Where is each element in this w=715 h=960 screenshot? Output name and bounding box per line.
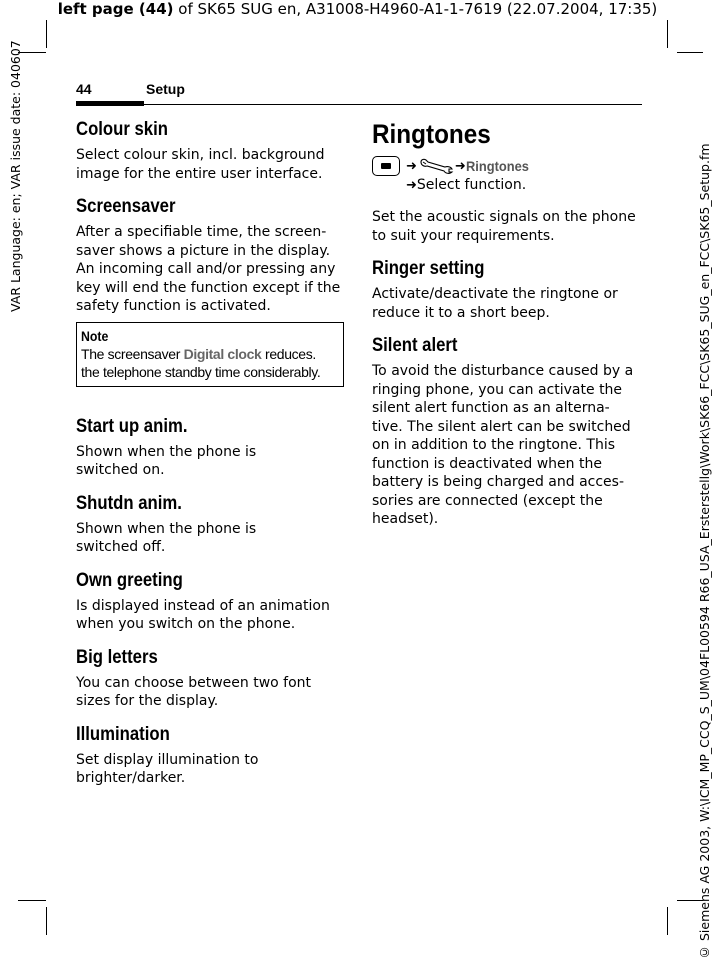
note-text (81, 345, 339, 381)
crop-mark (46, 20, 47, 48)
menu-path (372, 152, 636, 194)
menu-key-icon (372, 156, 400, 176)
document-header (0, 0, 715, 18)
note-title: Note (81, 327, 109, 344)
section-text: Select colour skin, incl. background image for the entire user interface. (76, 147, 325, 182)
menu-path-step (406, 176, 526, 194)
section-ringer-setting (372, 257, 636, 322)
page-section-title: Setup (146, 81, 185, 97)
document-header-page: left page (44) (57, 0, 174, 18)
section-heading: Illumination (76, 723, 170, 745)
section-text: Is displayed instead of an animation when you switch on the phone. (76, 597, 330, 632)
section-shutdn-anim (76, 492, 344, 557)
crop-mark (18, 900, 46, 901)
section-heading: Start up anim. (76, 415, 188, 437)
section-text: Shown when the phone is switched off. (76, 520, 257, 555)
right-column (372, 118, 636, 541)
section-heading: Colour skin (76, 119, 168, 140)
margin-file-path: © Siemens AG 2003, W:\ICM_MP_CCQ_S_UM\04FL00594 R66_USA_Ersterstellg\Work\SK66_FCC\SK65_SUG_en_FCC\SK65_Setup.fm (697, 143, 712, 960)
section-illumination (76, 723, 344, 788)
section-heading: Shutdn anim. (76, 492, 182, 514)
crop-mark (667, 907, 668, 935)
section-text: Shown when the phone is switched on. (76, 443, 257, 478)
note-text-part: The screensaver (81, 345, 184, 362)
section-text: Activate/deactivate the ringtone or reduce it to a short beep. (372, 286, 618, 321)
page-number-bar (76, 101, 144, 106)
section-text: After a specifiable time, the screen-saver shows a picture in the display. An incoming call and/or pressing any key will end the function except if the safety function is activated. (76, 224, 341, 314)
select-function-text: Select function. (416, 177, 527, 193)
menu-path-line (406, 156, 534, 176)
section-heading: Big letters (76, 646, 158, 668)
note-text-line2: the telephone standby time considerably. (81, 363, 321, 380)
note-highlight-digital-clock: Digital clock (183, 345, 262, 362)
menu-item-ringtones: Ringtones (465, 158, 529, 174)
page-number: 44 (76, 81, 92, 97)
section-heading: Screensaver (76, 196, 176, 217)
margin-language-info: VAR Language: en; VAR issue date: 040607 (8, 40, 23, 312)
arrow-right-icon: ➜ (454, 158, 466, 174)
arrow-right-icon: ➜ (406, 177, 417, 193)
left-column (76, 118, 344, 800)
header-rule (144, 104, 642, 105)
section-start-up-anim (76, 415, 344, 480)
crop-mark (677, 52, 703, 53)
note-box (76, 322, 344, 387)
wrench-icon (418, 158, 454, 174)
section-text: You can choose between two font sizes for the display. (76, 674, 312, 709)
section-screensaver (76, 195, 344, 316)
section-heading: Own greeting (76, 569, 183, 591)
section-heading: Silent alert (372, 335, 458, 356)
section-text: To avoid the disturbance caused by a ringing phone, you can activate the silent alert function as an alterna-tive. The silent alert can be switched on in addition to the ringtone. This function is deactivated when the battery is being charged and acces-sories are connected (except the headset). (372, 363, 634, 527)
crop-mark (46, 907, 47, 935)
ringtones-heading: Ringtones (372, 119, 491, 149)
note-text-part: reduces. (261, 345, 316, 362)
section-heading: Ringer setting (372, 258, 485, 279)
document-header-info: of SK65 SUG en, A31008-H4960-A1-1-7619 (22.07.2004, 17:35) (173, 0, 658, 18)
arrow-right-icon: ➜ (406, 158, 417, 174)
section-text: Set display illumination to brighter/darker. (76, 751, 259, 786)
section-colour-skin (76, 118, 344, 183)
section-silent-alert (372, 334, 636, 529)
section-own-greeting (76, 569, 344, 634)
section-big-letters (76, 646, 344, 711)
crop-mark (667, 20, 668, 48)
ringtones-intro: Set the acoustic signals on the phone to suit your requirements. (372, 209, 636, 244)
